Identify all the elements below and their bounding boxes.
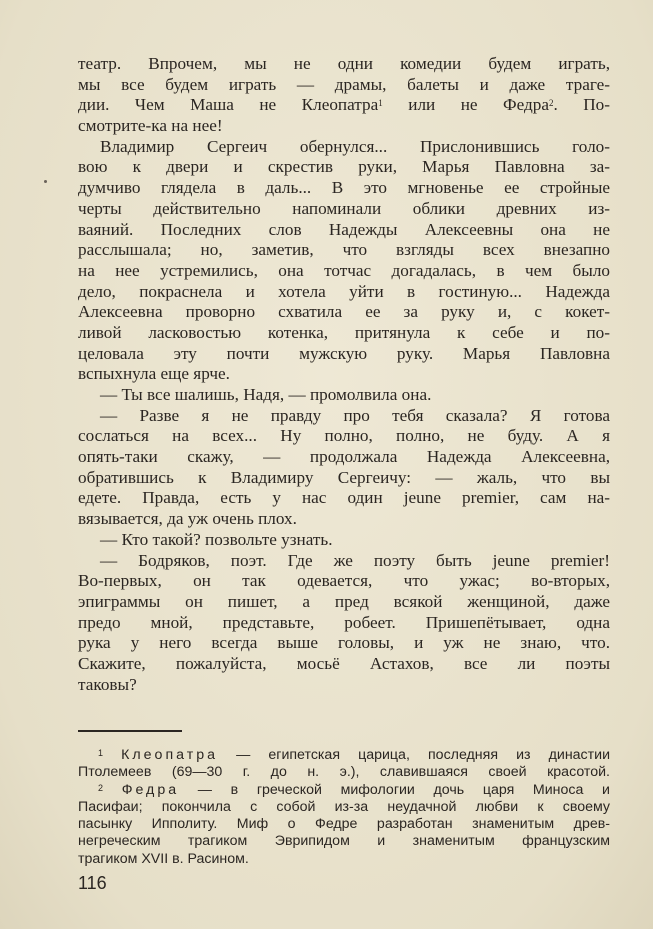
text-line [78, 95, 610, 116]
text-line: — Кто такой? позвольте узнать. [100, 529, 333, 549]
text-line: смотрите-ка на нее! [78, 116, 223, 136]
text-line: опять-таки скажу, — продолжала Надежда Алексеевна, [78, 447, 610, 467]
footnote-line: трагиком XVII в. Расином. [78, 850, 249, 867]
text-line: Алексеевна проворно схватила ее за руку и, с кокет- [78, 302, 610, 322]
text-line: ливой ласковостью котенка, притянула к себе и по- [78, 322, 610, 342]
text-line: рука у него всегда выше головы, и уж не знаю, что. [78, 633, 610, 653]
text-line: Скажите, пожалуйста, мосьё Астахов, все ли поэты [78, 653, 610, 673]
footnote-term: Федра [121, 781, 180, 798]
main-text [78, 54, 610, 695]
footnote-line: Пасифаи; покончила с собой из-за неудачной любви к своему [78, 798, 610, 815]
footnote-1 [78, 747, 610, 764]
footnote-line: пасынку Ипполиту. Миф о Федре разработан знаменитым древ- [78, 816, 610, 833]
footnote-term: Клеопатра [121, 747, 218, 763]
footnote-ref[interactable]: 1 [378, 98, 383, 109]
text-line: дело, покраснела и хотела уйти в гостиную... Надежда [78, 281, 610, 301]
text-fragment: . По- [553, 95, 610, 115]
footnote-number: 2 [98, 782, 104, 793]
scan-speck [44, 180, 47, 183]
footnote-line: Птолемеев (69—30 г. до н. э.), славившаяся своей красотой. [78, 764, 610, 781]
footnote-text: — египетская царица, последняя из династии [218, 747, 610, 763]
text-line: едете. Правда, есть у нас один jeune premier, сам на- [78, 488, 610, 508]
text-line: на нее устремились, она тотчас догадалась, в чем было [78, 260, 610, 280]
footnote-ref[interactable]: 2 [548, 98, 554, 109]
text-line: вспыхнула еще ярче. [78, 364, 230, 384]
text-line: эпиграммы он пишет, а пред всякой женщиной, даже [78, 591, 610, 611]
text-line: предо мной, представьте, робеет. Пришепётывает, одна [78, 612, 610, 632]
text-line: вязывается, да уж очень плох. [78, 509, 297, 529]
text-line: думчиво глядела в даль... В это мгновенье ее стройные [78, 178, 610, 198]
text-line: Владимир Сергеич обернулся... Прислонившись голо- [100, 136, 610, 156]
text-line: — Бодряков, поэт. Где же поэту быть jeune premier! [100, 550, 610, 570]
text-line: ваяний. Последних слов Надежды Алексеевны она не [78, 219, 610, 239]
footnote-number: 1 [98, 748, 104, 758]
text-line: — Разве я не правду про тебя сказала? Я готова [100, 405, 610, 425]
text-line: обратившись к Владимиру Сергеичу: — жаль, что вы [78, 467, 610, 487]
footnote-divider [78, 730, 182, 732]
text-line: расслышала; но, заметив, что взгляды всех внезапно [78, 240, 610, 260]
footnote-text: — в греческой мифологии дочь царя Миноса и [179, 781, 610, 798]
text-line: сослаться на всех... Ну полно, полно, не буду. А я [78, 426, 610, 446]
footnote-2 [78, 782, 610, 799]
text-fragment: или не Федра [382, 95, 549, 115]
text-line: вою к двери и скрестив руки, Марья Павловна за- [78, 157, 610, 177]
text-line: таковы? [78, 674, 137, 694]
text-line: Во-первых, он так одевается, что ужас; во-вторых, [78, 571, 610, 591]
page-number: 116 [78, 873, 107, 893]
text-line: — Ты все шалишь, Надя, — промолвила она. [100, 385, 432, 404]
text-line: целовала эту почти мужскую руку. Марья Павловна [78, 343, 610, 363]
footnote-line: негреческим трагиком Эврипидом и знаменитым французским [78, 833, 610, 850]
text-line: мы все будем играть — драмы, балеты и даже траге- [78, 74, 610, 94]
footnotes [78, 747, 610, 868]
text-fragment: дии. Чем Маша не Клеопатра [78, 95, 379, 115]
text-line: черты действительно напоминали облики древних из- [78, 198, 610, 218]
text-line: театр. Впрочем, мы не одни комедии будем играть, [78, 54, 610, 73]
